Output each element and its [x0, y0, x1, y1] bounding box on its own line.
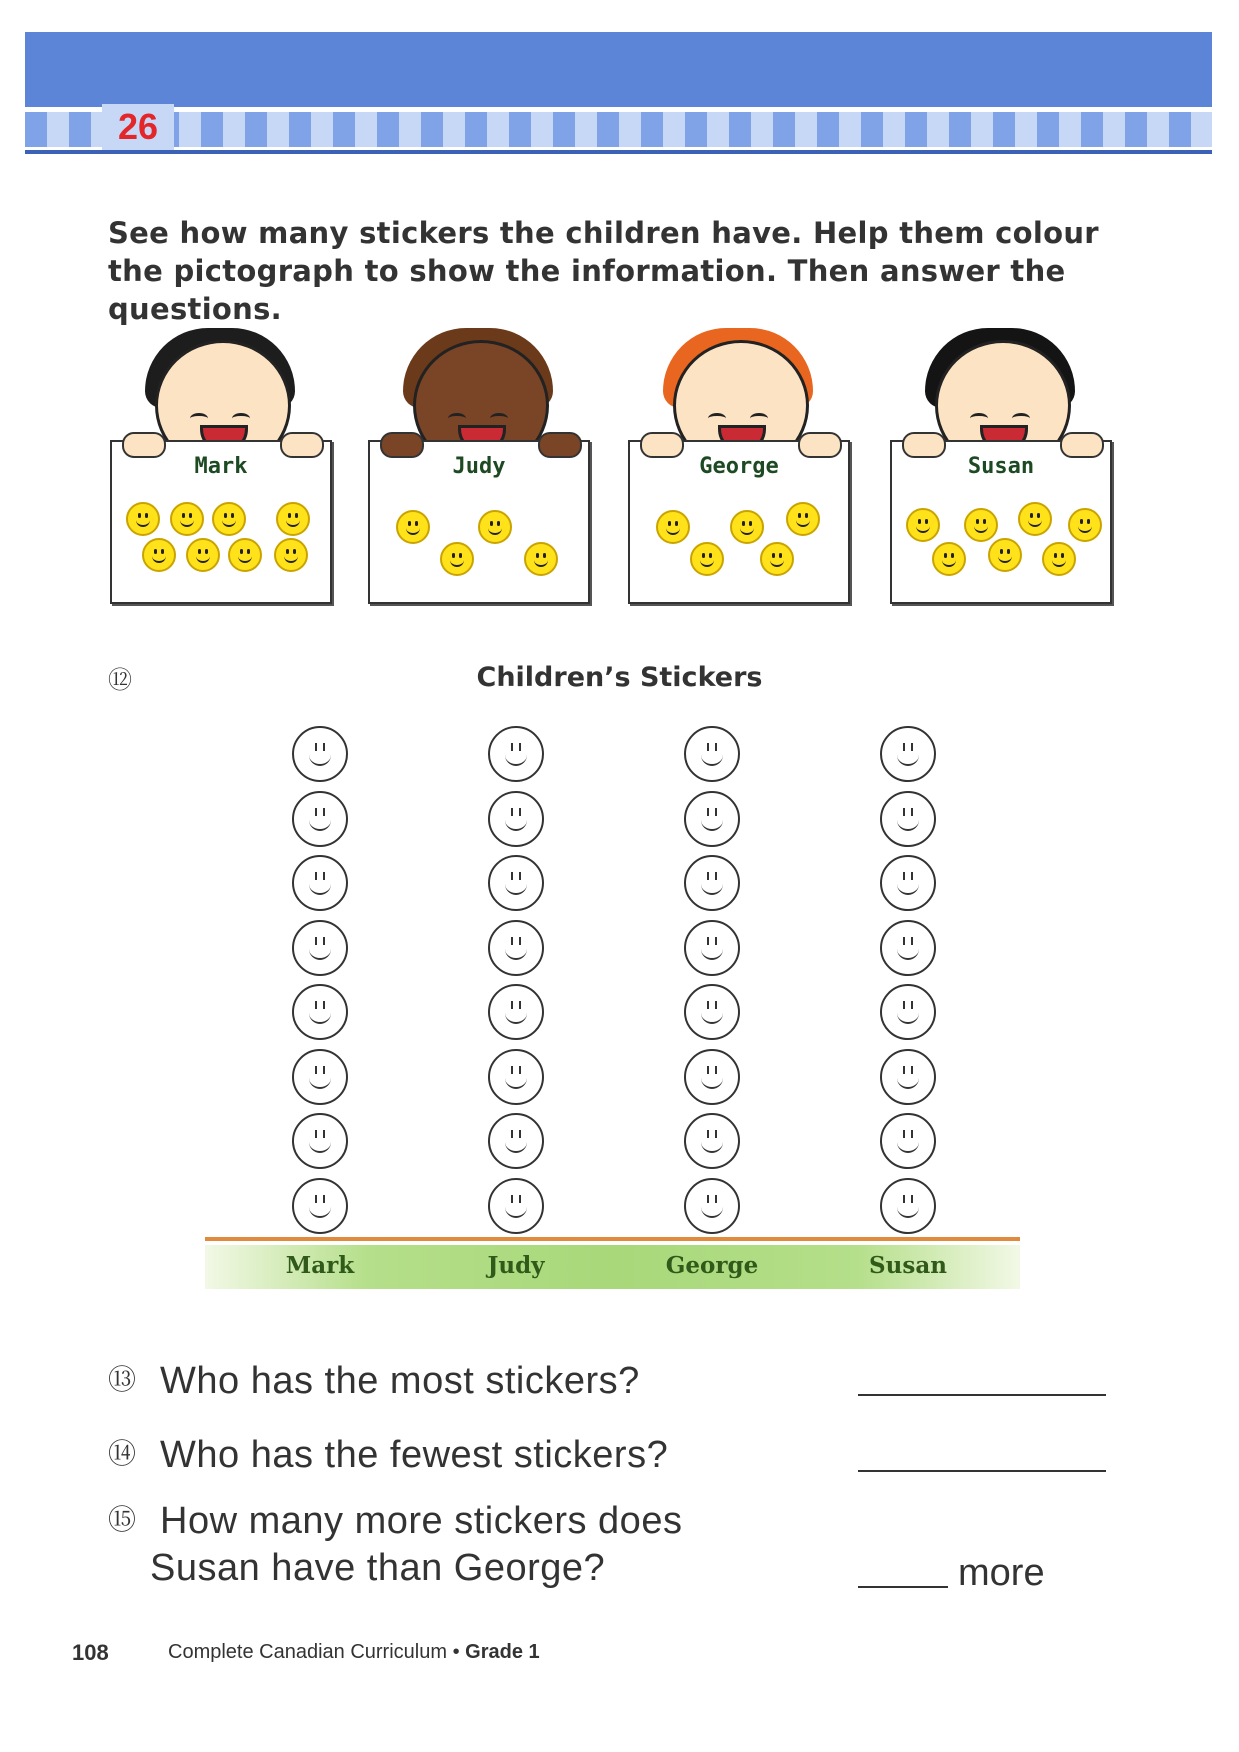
- smiley-eye: [707, 808, 709, 816]
- pictograph-smiley-icon[interactable]: [292, 920, 348, 976]
- child-eye: [190, 413, 208, 424]
- pictograph-smiley-icon[interactable]: [684, 726, 740, 782]
- smiley-eye: [315, 1066, 317, 1074]
- category-label-judy: Judy: [487, 1252, 545, 1279]
- sticker-card: [368, 440, 590, 604]
- sticker-smile: [488, 527, 502, 535]
- pictograph-smiley-icon[interactable]: [292, 1049, 348, 1105]
- question-14-text: Who has the fewest stickers?: [160, 1434, 669, 1476]
- child-card-susan: [890, 320, 1115, 610]
- smiley-eye: [911, 808, 913, 816]
- sticker-smile: [136, 519, 150, 527]
- child-hand: [798, 432, 842, 458]
- smiley-sticker-icon: [760, 542, 794, 576]
- smiley-sticker-icon: [786, 502, 820, 536]
- category-label-susan: Susan: [869, 1252, 947, 1279]
- smiley-mouth: [309, 817, 331, 831]
- smiley-eye: [911, 1066, 913, 1074]
- smiley-sticker-icon: [274, 538, 308, 572]
- sticker-smile: [740, 527, 754, 535]
- smiley-mouth: [897, 946, 919, 960]
- sticker-smile: [666, 527, 680, 535]
- child-hand: [538, 432, 582, 458]
- header-checker-strip: [25, 112, 1212, 147]
- smiley-sticker-icon: [276, 502, 310, 536]
- smiley-eye: [911, 743, 913, 751]
- pictograph-smiley-icon[interactable]: [684, 855, 740, 911]
- pictograph-smiley-icon[interactable]: [292, 855, 348, 911]
- sticker-smile: [998, 555, 1012, 563]
- pictograph-smiley-icon[interactable]: [880, 855, 936, 911]
- smiley-eye: [707, 937, 709, 945]
- pictograph-smiley-icon[interactable]: [488, 726, 544, 782]
- smiley-mouth: [309, 1139, 331, 1153]
- instructions: See how many stickers the children have. Help them colour the pictograph to show the information. Then answer the questions.: [108, 216, 1099, 326]
- child-eye: [232, 413, 250, 424]
- smiley-eye: [911, 872, 913, 880]
- smiley-sticker-icon: [932, 542, 966, 576]
- smiley-eye: [511, 1195, 513, 1203]
- pictograph-smiley-icon[interactable]: [488, 984, 544, 1040]
- smiley-eye: [323, 937, 325, 945]
- smiley-eye: [911, 937, 913, 945]
- smiley-mouth: [309, 1204, 331, 1218]
- smiley-eye: [511, 1001, 513, 1009]
- pictograph-smiley-icon[interactable]: [880, 920, 936, 976]
- lesson-number: 26: [102, 104, 174, 150]
- sticker-smile: [700, 559, 714, 567]
- smiley-eye: [511, 1130, 513, 1138]
- smiley-eye: [707, 743, 709, 751]
- smiley-eye: [903, 1066, 905, 1074]
- smiley-eye: [511, 808, 513, 816]
- smiley-sticker-icon: [690, 542, 724, 576]
- child-card-judy: [368, 320, 593, 610]
- child-eye: [970, 413, 988, 424]
- pictograph-smiley-icon[interactable]: [292, 1178, 348, 1234]
- pictograph-smiley-icon[interactable]: [488, 1113, 544, 1169]
- smiley-sticker-icon: [170, 502, 204, 536]
- smiley-eye: [715, 1130, 717, 1138]
- smiley-mouth: [505, 881, 527, 895]
- smiley-eye: [911, 1001, 913, 1009]
- child-hand: [1060, 432, 1104, 458]
- pictograph-smiley-icon[interactable]: [684, 1178, 740, 1234]
- question-14: ⑭ Who has the fewest stickers?: [108, 1434, 669, 1476]
- sticker-card-name: Judy: [452, 454, 506, 479]
- smiley-eye: [715, 743, 717, 751]
- smiley-eye: [519, 1001, 521, 1009]
- question-12-number: ⑫: [108, 666, 132, 694]
- smiley-sticker-icon: [396, 510, 430, 544]
- sticker-smile: [1052, 559, 1066, 567]
- smiley-eye: [707, 1001, 709, 1009]
- smiley-eye: [911, 1195, 913, 1203]
- sticker-smile: [1078, 525, 1092, 533]
- smiley-eye: [315, 937, 317, 945]
- smiley-sticker-icon: [730, 510, 764, 544]
- sticker-card: [110, 440, 332, 604]
- smiley-eye: [707, 1130, 709, 1138]
- smiley-eye: [707, 872, 709, 880]
- smiley-mouth: [309, 946, 331, 960]
- smiley-mouth: [701, 1204, 723, 1218]
- smiley-mouth: [505, 1204, 527, 1218]
- smiley-eye: [903, 1195, 905, 1203]
- smiley-mouth: [897, 817, 919, 831]
- answer-14-field[interactable]: [858, 1470, 1106, 1472]
- smiley-eye: [519, 743, 521, 751]
- pictograph-smiley-icon[interactable]: [292, 726, 348, 782]
- smiley-mouth: [505, 1139, 527, 1153]
- child-eye: [490, 413, 508, 424]
- smiley-mouth: [897, 1075, 919, 1089]
- sticker-smile: [286, 519, 300, 527]
- smiley-mouth: [505, 752, 527, 766]
- pictograph-smiley-icon[interactable]: [292, 984, 348, 1040]
- smiley-mouth: [701, 817, 723, 831]
- pictograph-smiley-icon[interactable]: [684, 1113, 740, 1169]
- smiley-eye: [315, 872, 317, 880]
- pictograph-smiley-icon[interactable]: [880, 1178, 936, 1234]
- smiley-eye: [315, 1195, 317, 1203]
- smiley-mouth: [701, 1010, 723, 1024]
- sticker-smile: [222, 519, 236, 527]
- smiley-sticker-icon: [440, 542, 474, 576]
- child-hand: [280, 432, 324, 458]
- child-hand: [902, 432, 946, 458]
- smiley-eye: [715, 1195, 717, 1203]
- smiley-eye: [715, 937, 717, 945]
- smiley-mouth: [701, 1075, 723, 1089]
- smiley-mouth: [505, 1075, 527, 1089]
- answer-15-suffix: more: [958, 1552, 1045, 1594]
- answer-13-field[interactable]: [858, 1394, 1106, 1396]
- smiley-sticker-icon: [1018, 502, 1052, 536]
- smiley-mouth: [897, 752, 919, 766]
- pictograph-smiley-icon[interactable]: [880, 1113, 936, 1169]
- question-13-text: Who has the most stickers?: [160, 1360, 640, 1402]
- chart-axis-line: [205, 1237, 1020, 1241]
- sticker-card-name: Mark: [194, 454, 248, 479]
- smiley-eye: [315, 1130, 317, 1138]
- smiley-eye: [519, 937, 521, 945]
- smiley-mouth: [897, 1010, 919, 1024]
- sticker-smile: [406, 527, 420, 535]
- smiley-mouth: [701, 946, 723, 960]
- smiley-mouth: [309, 1075, 331, 1089]
- smiley-eye: [511, 937, 513, 945]
- pictograph-smiley-icon[interactable]: [488, 1178, 544, 1234]
- pictograph-smiley-icon[interactable]: [880, 1049, 936, 1105]
- footer-book-title: Complete Canadian Curriculum • Grade 1: [168, 1641, 540, 1663]
- smiley-eye: [519, 808, 521, 816]
- child-eye: [448, 413, 466, 424]
- smiley-eye: [715, 1001, 717, 1009]
- sticker-smile: [974, 525, 988, 533]
- smiley-sticker-icon: [964, 508, 998, 542]
- page-number: 108: [72, 1640, 109, 1665]
- question-15: ⑮ How many more stickers does: [108, 1500, 683, 1542]
- pictograph-smiley-icon[interactable]: [684, 791, 740, 847]
- smiley-sticker-icon: [524, 542, 558, 576]
- smiley-eye: [903, 743, 905, 751]
- sticker-smile: [196, 555, 210, 563]
- question-15-line2: [150, 1547, 605, 1590]
- smiley-eye: [511, 872, 513, 880]
- sticker-smile: [1028, 519, 1042, 527]
- smiley-eye: [903, 1001, 905, 1009]
- smiley-eye: [315, 743, 317, 751]
- smiley-eye: [715, 808, 717, 816]
- smiley-eye: [715, 872, 717, 880]
- question-13: ⑬ Who has the most stickers?: [108, 1360, 640, 1402]
- smiley-eye: [511, 1066, 513, 1074]
- smiley-sticker-icon: [988, 538, 1022, 572]
- smiley-mouth: [309, 1010, 331, 1024]
- sticker-smile: [180, 519, 194, 527]
- smiley-eye: [707, 1066, 709, 1074]
- smiley-sticker-icon: [656, 510, 690, 544]
- smiley-eye: [323, 1130, 325, 1138]
- sticker-smile: [238, 555, 252, 563]
- pictograph-smiley-icon[interactable]: [684, 920, 740, 976]
- pictograph-smiley-icon[interactable]: [292, 1113, 348, 1169]
- smiley-eye: [511, 743, 513, 751]
- smiley-eye: [323, 1066, 325, 1074]
- smiley-mouth: [505, 817, 527, 831]
- smiley-eye: [911, 1130, 913, 1138]
- child-hand: [122, 432, 166, 458]
- question-15-text-line2: Susan have than George?: [150, 1547, 606, 1589]
- sticker-smile: [916, 525, 930, 533]
- smiley-eye: [519, 1195, 521, 1203]
- sticker-smile: [942, 559, 956, 567]
- pictograph-smiley-icon[interactable]: [292, 791, 348, 847]
- sticker-card: [890, 440, 1112, 604]
- pictograph-smiley-icon[interactable]: [488, 1049, 544, 1105]
- smiley-eye: [323, 1001, 325, 1009]
- smiley-eye: [903, 1130, 905, 1138]
- pictograph-smiley-icon[interactable]: [684, 1049, 740, 1105]
- pictograph-smiley-icon[interactable]: [880, 726, 936, 782]
- smiley-eye: [323, 808, 325, 816]
- smiley-mouth: [309, 752, 331, 766]
- smiley-sticker-icon: [1068, 508, 1102, 542]
- sticker-smile: [796, 519, 810, 527]
- smiley-eye: [315, 808, 317, 816]
- smiley-eye: [715, 1066, 717, 1074]
- smiley-sticker-icon: [478, 510, 512, 544]
- smiley-eye: [519, 1130, 521, 1138]
- smiley-mouth: [701, 752, 723, 766]
- smiley-eye: [707, 1195, 709, 1203]
- category-label-mark: Mark: [285, 1252, 355, 1279]
- smiley-eye: [903, 808, 905, 816]
- child-hand: [380, 432, 424, 458]
- smiley-sticker-icon: [126, 502, 160, 536]
- smiley-eye: [519, 1066, 521, 1074]
- pictograph-smiley-icon[interactable]: [684, 984, 740, 1040]
- sticker-card: [628, 440, 850, 604]
- pictograph-smiley-icon[interactable]: [488, 855, 544, 911]
- smiley-mouth: [701, 1139, 723, 1153]
- child-card-george: [628, 320, 853, 610]
- header-rule: [25, 150, 1212, 154]
- smiley-eye: [903, 872, 905, 880]
- smiley-mouth: [505, 946, 527, 960]
- smiley-eye: [323, 1195, 325, 1203]
- pictograph-smiley-icon[interactable]: [488, 920, 544, 976]
- sticker-smile: [284, 555, 298, 563]
- child-hand: [640, 432, 684, 458]
- chart-title: Children’s Stickers: [476, 662, 763, 693]
- sticker-smile: [450, 559, 464, 567]
- smiley-eye: [315, 1001, 317, 1009]
- question-15-text-line1: How many more stickers does: [160, 1500, 683, 1542]
- smiley-eye: [903, 937, 905, 945]
- smiley-eye: [323, 743, 325, 751]
- smiley-eye: [323, 872, 325, 880]
- child-card-mark: [110, 320, 335, 610]
- smiley-sticker-icon: [212, 502, 246, 536]
- smiley-sticker-icon: [186, 538, 220, 572]
- smiley-mouth: [701, 881, 723, 895]
- header-band: [25, 32, 1212, 107]
- child-eye: [1012, 413, 1030, 424]
- smiley-mouth: [897, 881, 919, 895]
- child-eye: [708, 413, 726, 424]
- category-label-george: George: [665, 1252, 759, 1279]
- pictograph-smiley-icon[interactable]: [880, 791, 936, 847]
- sticker-smile: [534, 559, 548, 567]
- pictograph-smiley-icon[interactable]: [488, 791, 544, 847]
- smiley-mouth: [309, 881, 331, 895]
- sticker-smile: [152, 555, 166, 563]
- smiley-eye: [519, 872, 521, 880]
- smiley-sticker-icon: [142, 538, 176, 572]
- smiley-sticker-icon: [228, 538, 262, 572]
- sticker-smile: [770, 559, 784, 567]
- child-eye: [750, 413, 768, 424]
- sticker-card-name: Susan: [967, 454, 1035, 479]
- smiley-mouth: [897, 1204, 919, 1218]
- smiley-sticker-icon: [906, 508, 940, 542]
- sticker-card-name: George: [699, 454, 779, 479]
- smiley-mouth: [505, 1010, 527, 1024]
- smiley-sticker-icon: [1042, 542, 1076, 576]
- pictograph-smiley-icon[interactable]: [880, 984, 936, 1040]
- smiley-mouth: [897, 1139, 919, 1153]
- answer-15-field[interactable]: [858, 1586, 948, 1588]
